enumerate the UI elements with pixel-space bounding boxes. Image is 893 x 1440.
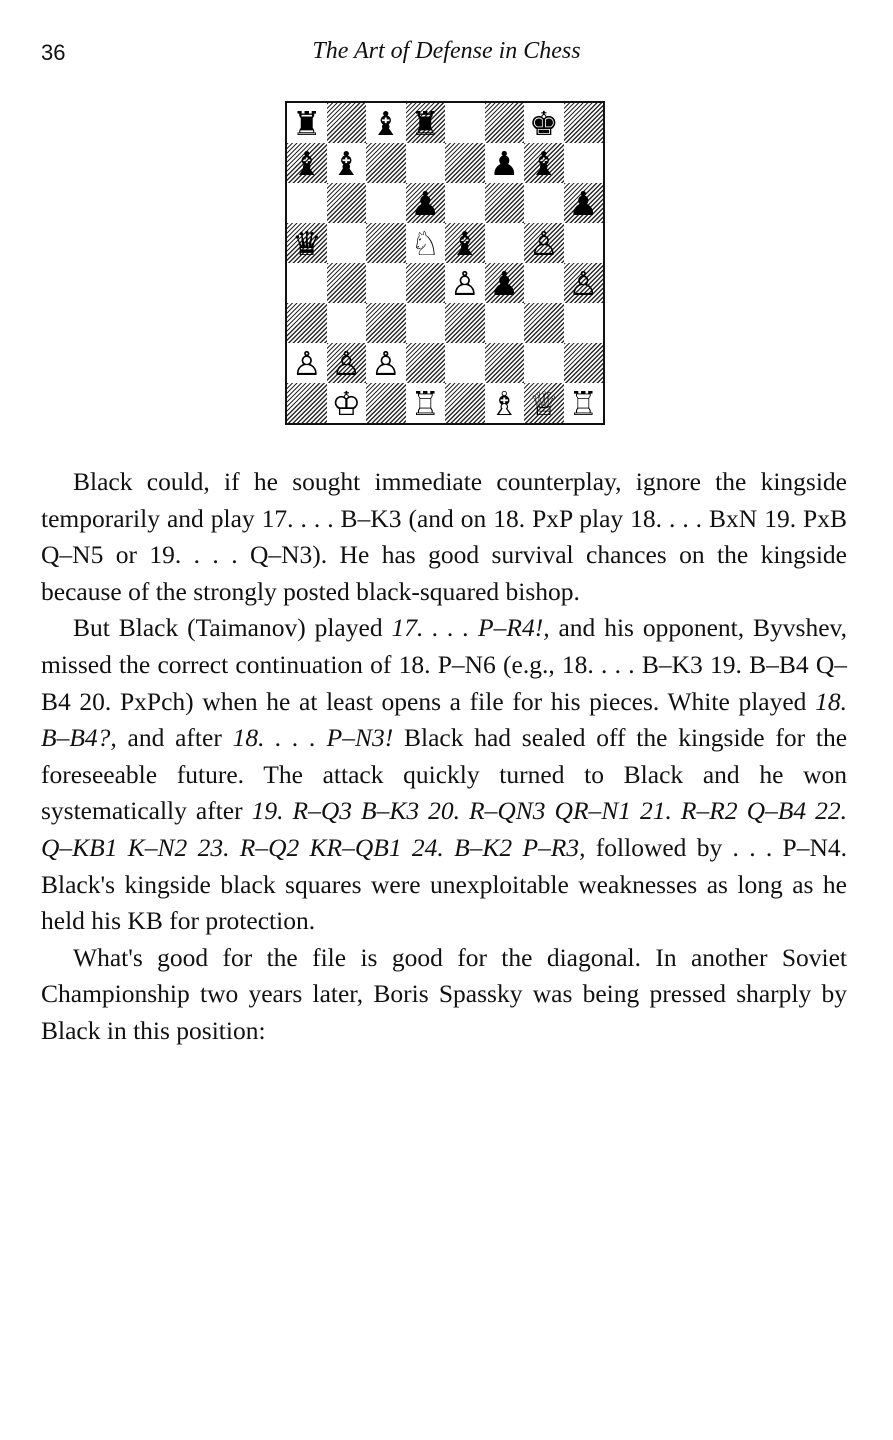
- chess-piece: ♝: [370, 103, 401, 143]
- board-square: [366, 263, 406, 303]
- board-square: [564, 343, 604, 383]
- board-square: [327, 223, 367, 263]
- chess-piece: ♙: [528, 223, 559, 263]
- running-title: The Art of Defense in Chess: [312, 38, 581, 64]
- board-square: [327, 103, 367, 143]
- chess-piece: ♙: [291, 343, 322, 383]
- chess-piece: ♟: [489, 143, 520, 183]
- board-square: [485, 183, 525, 223]
- text-run: But Black (Taimanov) played: [73, 613, 392, 643]
- board-square: [287, 343, 327, 383]
- board-square: [287, 143, 327, 183]
- board-square: [327, 183, 367, 223]
- chess-piece: ♘: [410, 223, 441, 263]
- text-run: and his opponent, Byvshev, missed the correct continuation of 18. P–N6 (e.g., 18. . . . B–K3 19. B–B4 Q–B4 20. PxPch) when he at least opens a file for his pieces. White played: [41, 613, 847, 716]
- board-square: [406, 383, 446, 423]
- board-square: [327, 263, 367, 303]
- board-square: [406, 143, 446, 183]
- board-square: [287, 223, 327, 263]
- board-square: [327, 383, 367, 423]
- board-square: [564, 143, 604, 183]
- board-square: [327, 143, 367, 183]
- chess-piece: ♙: [331, 343, 362, 383]
- board-square: [445, 263, 485, 303]
- board-square: [485, 143, 525, 183]
- chess-piece: ♟: [568, 183, 599, 223]
- board-square: [524, 103, 564, 143]
- board-square: [485, 343, 525, 383]
- board-square: [366, 383, 406, 423]
- move-notation: 19. R–Q3 B–K3 20. R–QN3 QR–N1 21. R–R2 Q–B4 22. Q–KB1 K–N2 23. R–Q2 KR–QB1 24. B–K2 P–R3,: [41, 796, 847, 862]
- move-notation: 18. . . . P–N3!: [232, 723, 394, 753]
- chess-piece: ♜: [291, 103, 322, 143]
- board-square: [366, 343, 406, 383]
- board-square: [485, 383, 525, 423]
- board-square: [564, 223, 604, 263]
- board-square: [327, 343, 367, 383]
- chess-piece: ♚: [528, 103, 559, 143]
- board-square: [406, 343, 446, 383]
- board-square: [366, 103, 406, 143]
- chess-piece: ♝: [449, 223, 480, 263]
- board-square: [445, 303, 485, 343]
- board-square: [564, 103, 604, 143]
- board-square: [445, 223, 485, 263]
- board-square: [406, 103, 446, 143]
- board-square: [406, 303, 446, 343]
- board-square: [287, 383, 327, 423]
- board-square: [524, 303, 564, 343]
- chess-piece: ♜: [410, 103, 441, 143]
- board-square: [524, 343, 564, 383]
- board-square: [287, 103, 327, 143]
- chess-piece: ♝: [291, 143, 322, 183]
- chess-piece: ♙: [449, 263, 480, 303]
- board-square: [366, 143, 406, 183]
- text-run: followed by . . . P–N4. Black's kingside black squares were unexploitable weaknesses as long as he held his KB for protection.: [41, 832, 847, 936]
- paragraph-2: [41, 610, 847, 939]
- board-square: [524, 223, 564, 263]
- board-square: [485, 103, 525, 143]
- chess-piece: ♖: [410, 383, 441, 423]
- chess-piece: ♙: [370, 343, 401, 383]
- board-square: [564, 183, 604, 223]
- board-square: [485, 223, 525, 263]
- board-square: [564, 383, 604, 423]
- chess-diagram: [285, 101, 605, 425]
- chess-piece: ♝: [331, 143, 362, 183]
- chess-piece: ♙: [568, 263, 599, 303]
- move-notation: 17. . . . P–R4!,: [391, 613, 550, 643]
- board-square: [366, 303, 406, 343]
- board-square: [485, 303, 525, 343]
- board-square: [445, 383, 485, 423]
- board-square: [445, 183, 485, 223]
- chess-piece: ♗: [489, 383, 520, 423]
- board-square: [366, 183, 406, 223]
- board-square: [406, 183, 446, 223]
- board-square: [445, 143, 485, 183]
- chess-piece: ♝: [528, 143, 559, 183]
- board-square: [524, 263, 564, 303]
- board-square: [564, 303, 604, 343]
- text-run: and after: [116, 723, 233, 753]
- paragraph-1: Black could, if he sought immediate counterplay, ignore the kingside temporarily and play 17. . . . B–K3 (and on 18. PxP play 18. . . . BxN 19. PxB Q–N5 or 19. . . . Q–N3). He has good survival chances on the kingside because of the strongly posted black-squared bishop.: [41, 467, 847, 606]
- chess-piece: ♛: [291, 223, 322, 263]
- board-square: [287, 303, 327, 343]
- board-square: [287, 263, 327, 303]
- body-text: [41, 464, 847, 1050]
- chess-piece: ♟: [489, 263, 520, 303]
- board-square: [524, 383, 564, 423]
- board-square: [564, 263, 604, 303]
- board-square: [366, 223, 406, 263]
- move-notation: 18. B–B4?,: [41, 686, 847, 753]
- board-square: [524, 143, 564, 183]
- chess-piece: ♔: [331, 383, 362, 423]
- paragraph-3: What's good for the file is good for the diagonal. In another Soviet Championship two years later, Boris Spassky was being pressed sharply by Black in this position:: [41, 942, 847, 1045]
- board-square: [445, 343, 485, 383]
- board-square: [406, 263, 446, 303]
- board-square: [287, 183, 327, 223]
- chess-piece: ♟: [410, 183, 441, 223]
- text-run: Black had sealed off the kingside for the foreseeable future. The attack quickly turned to Black and he won systematically after: [41, 723, 848, 826]
- board-square: [445, 103, 485, 143]
- chess-piece: ♕: [528, 383, 559, 423]
- board-square: [485, 263, 525, 303]
- page-number: 36: [41, 40, 66, 65]
- board-square: [524, 183, 564, 223]
- chess-piece: ♖: [568, 383, 599, 423]
- board-square: [327, 303, 367, 343]
- board-square: [406, 223, 446, 263]
